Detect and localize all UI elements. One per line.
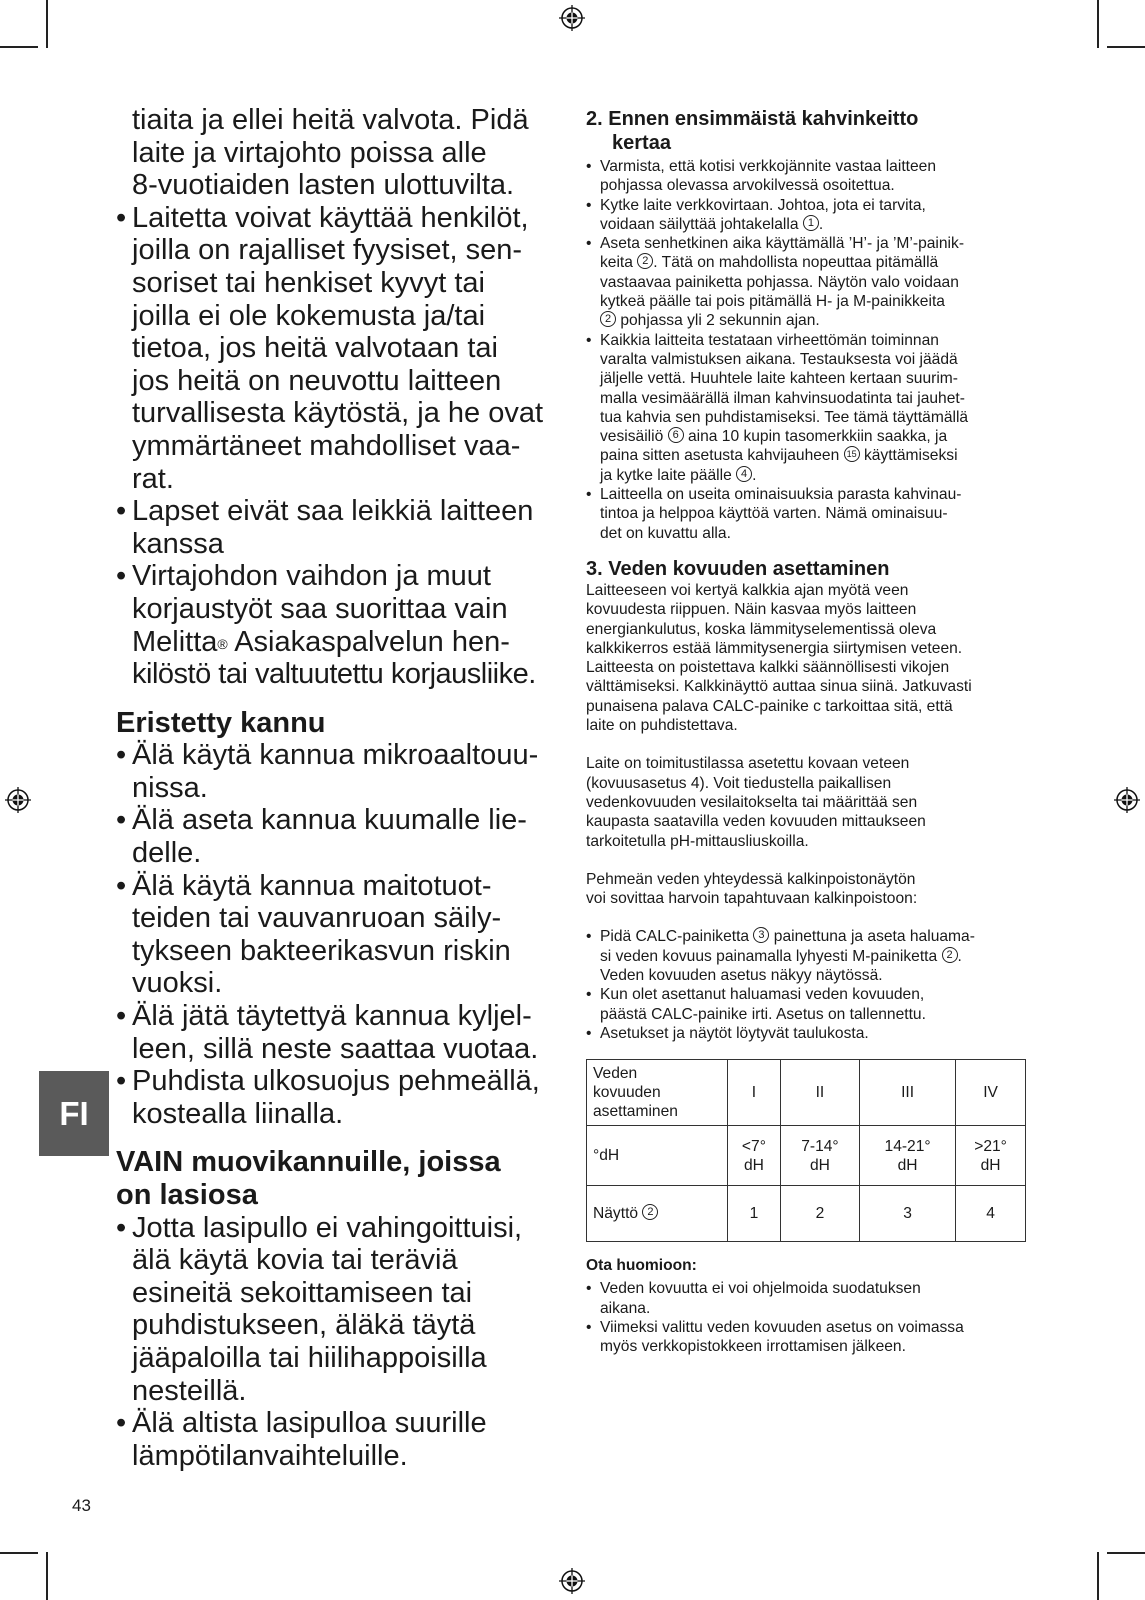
table-cell: >21° dH	[956, 1126, 1026, 1186]
crop-mark-icon	[46, 1552, 48, 1600]
crop-mark-icon	[1097, 0, 1099, 48]
table-cell: III	[860, 1060, 956, 1126]
registration-mark-icon	[5, 787, 31, 813]
list-item: • Älä aseta kannua kuumalle lie- delle.	[116, 804, 527, 870]
list-item: • Älä käytä kannua maitotuot- teiden tai vauvanruoan säily- tykseen bakteerikasvun riskin vuoksi.	[116, 869, 511, 1000]
table-cell: I	[728, 1060, 781, 1126]
list-item: • Jotta lasipullo ei vahingoittuisi, älä käytä kovia tai teräviä esineitä sekoittamiseen tai puhdistukseen, äläkä täytä jääpaloilla tai hiilihappoisilla nesteillä.	[116, 1211, 523, 1407]
list-item: • Pidä CALC-painiketta 3 painettuna ja aseta haluama- si veden kovuus painamalla lyhyesti M-painiketta 2 . Veden kovuuden asetus näkyy näytössä.	[586, 928, 975, 984]
note-title: Ota huomioon:	[586, 1257, 697, 1275]
list-item: • Älä käytä kannua mikroaaltouu- nissa.	[116, 739, 539, 804]
list-item: • Virtajohdon vaihdon ja muut korjaustyöt saa suorittaa vain Melitta® Asiakaspalvelun hen- kilöstö tai valtuutettu korjausliike.	[116, 560, 536, 691]
intro-continuation: tiaita ja ellei heitä valvota. Pidä laite ja virtajohto poissa alle 8-vuotiaiden lasten ulottuvilta.	[132, 104, 529, 202]
crop-mark-icon	[46, 0, 48, 48]
section-heading: Eristetty kannu	[116, 706, 326, 739]
list-item: • Laitteella on useita ominaisuuksia parasta kahvinau- tintoa ja helppoa käyttöä varten. Nämä ominaisuu- det on kuvattu alla.	[586, 486, 962, 542]
crop-mark-icon	[1107, 1552, 1145, 1554]
list-item: • Kun olet asettanut haluamasi veden kovuuden, päästä CALC-painike irti. Asetus on tallennettu.	[586, 986, 926, 1023]
list-item: • Älä altista lasipulloa suurille lämpötilanvaihteluille.	[116, 1407, 487, 1472]
list-item: • Asetukset ja näytöt löytyvät taulukosta.	[586, 1024, 869, 1042]
table-cell: 1	[728, 1186, 781, 1242]
section-heading: 3. Veden kovuuden asettaminen	[586, 557, 890, 580]
registration-mark-icon	[559, 5, 585, 31]
list-item: • Varmista, että kotisi verkkojännite vastaa laitteen pohjassa olevassa arvokilvessä osoitettua.	[586, 158, 937, 195]
paragraph: Laite on toimitustilassa asetettu kovaan veteen (kovuusasetus 4). Voit tiedustella paikallisen vedenkovuuden vesilaitokselta tai määrittää sen kaupasta saatavilla veden kovuuden mittaukseen tarkoitetulla pH-mittausliuskoilla.	[586, 755, 926, 850]
table-cell: °dH	[587, 1126, 728, 1186]
right-column	[586, 107, 1026, 1357]
section-heading: 2. Ennen ensimmäistä kahvinkeitto kertaa	[586, 108, 919, 154]
page-number: 43	[72, 1496, 91, 1515]
left-column	[116, 104, 564, 1472]
table-row	[587, 1060, 1026, 1126]
list-item: • Kaikkia laitteita testataan virheettömän toiminnan varalta valmistuksen aikana. Testauksesta voi jäädä jäljelle vettä. Huuhtele laite kahteen kertaan suurim- malla vesimäärällä ilman kahvinsuodatinta tai jauhet- tua kahvia sen puhdistamiseksi. Tee tämä täyttämällä vesisäiliö 6 aina 10 kupin tasomerkkiin saakka, ja paina sitten asetusta kahvijauheen 15 käyttämiseksi ja kytke laite päälle 4 .	[586, 331, 969, 484]
registration-mark-icon	[559, 1568, 585, 1594]
list-item: • Lapset eivät saa leikkiä laitteen kanssa	[116, 495, 534, 560]
table-cell: IV	[956, 1060, 1026, 1126]
table-cell: II	[780, 1060, 859, 1126]
list-item: • Viimeksi valittu veden kovuuden asetus on voimassa myös verkkopistokkeen irrottamisen jälkeen.	[586, 1319, 964, 1356]
table-cell: 3	[860, 1186, 956, 1242]
list-item: • Laitetta voivat käyttää henkilöt, joilla on rajalliset fyysiset, sen- soriset tai henkiset kyvyt tai joilla ei ole kokemusta ja/tai tietoa, jos heitä valvotaan tai jos heitä on neuvottu laitteen turvallisesta käytöstä, ja he ovat ymmärtäneet mahdolliset vaa- rat.	[116, 201, 544, 495]
paragraph: Pehmeän veden yhteydessä kalkinpoistonäytön voi sovittaa harvoin tapahtuvaan kalkinpoistoon:	[586, 870, 918, 908]
crop-mark-icon	[1107, 46, 1145, 48]
language-tab: FI	[39, 1071, 109, 1156]
registration-mark-icon	[1114, 787, 1140, 813]
table-cell: Veden kovuuden asettaminen	[587, 1060, 728, 1126]
crop-mark-icon	[1097, 1552, 1099, 1600]
table-cell: 4	[956, 1186, 1026, 1242]
list-item: • Puhdista ulkosuojus pehmeällä, kostealla liinalla.	[116, 1065, 540, 1130]
crop-mark-icon	[0, 46, 38, 48]
paragraph: Laitteeseen voi kertyä kalkkia ajan myötä veen kovuudesta riippuen. Näin kasvaa myös laitteen energiankulutus, koska lämmityselementissä oleva kalkkikerros estää lämmitysenergia siirtymisen veteen. Laitteesta on poistettava kalkki säännöllisesti vikojen välttämiseksi. Kalkkinäyttö auttaa sinua siinä. Jatkuvasti punaisena palava CALC-painike c tarkoittaa sitä, että laite on puhdistettava.	[586, 581, 972, 735]
section-heading: VAIN muovikannuille, joissa on lasiosa	[116, 1146, 501, 1211]
crop-mark-icon	[0, 1552, 38, 1554]
table-row	[587, 1186, 1026, 1242]
list-item: • Älä jätä täytettyä kannua kyljel- leen, sillä neste saattaa vuotaa.	[116, 1000, 539, 1065]
list-item: • Kytke laite verkkovirtaan. Johtoa, jota ei tarvita, voidaan säilyttää johtakelalla 1 .	[586, 196, 926, 233]
water-hardness-table	[586, 1059, 1026, 1242]
list-item: • Veden kovuutta ei voi ohjelmoida suodatuksen aikana.	[586, 1280, 921, 1317]
list-item: • Aseta senhetkinen aika käyttämällä ’H’- ja ’M’-painik- keita 2 . Tätä on mahdollista nopeuttaa pitämällä vastaavaa painiketta pohjassa. Näytön valo voidaan kytkeä päälle tai pois pitämällä H- ja M-painikkeita 2 pohjassa yli 2 sekunnin ajan.	[586, 235, 965, 330]
table-cell: 2	[780, 1186, 859, 1242]
table-cell: <7° dH	[728, 1126, 781, 1186]
table-cell: Näyttö 2	[587, 1186, 728, 1242]
table-cell: 7-14° dH	[780, 1126, 859, 1186]
table-row	[587, 1126, 1026, 1186]
table-cell: 14-21° dH	[860, 1126, 956, 1186]
